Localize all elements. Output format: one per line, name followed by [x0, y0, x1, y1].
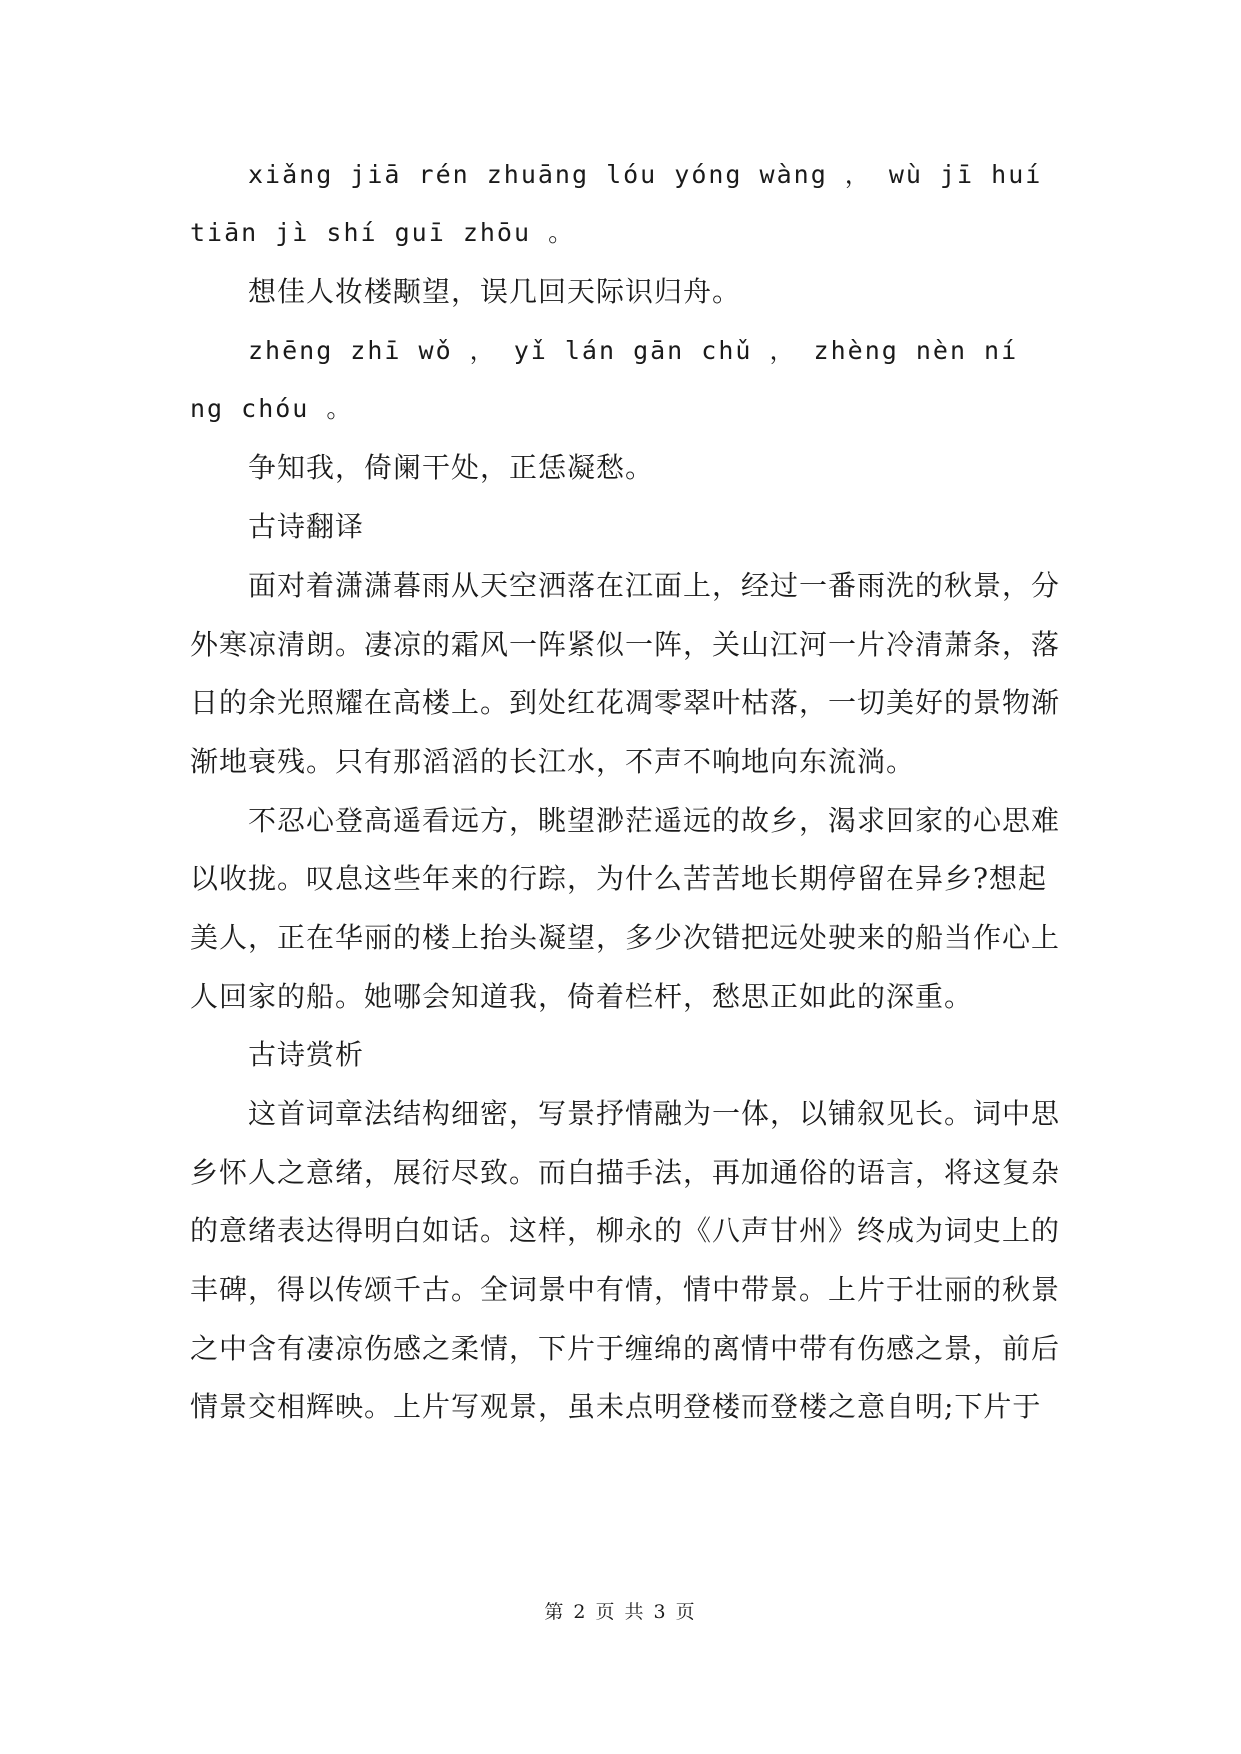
paragraph-line: 美人，正在华丽的楼上抬头凝望，多少次错把远处驶来的船当作心上 [190, 921, 1061, 954]
paragraph-line: 之中含有凄凉伤感之柔情，下片于缠绵的离情中带有伤感之景，前后 [190, 1332, 1061, 1365]
paragraph-line: 渐地衰残。只有那滔滔的长江水，不声不响地向东流淌。 [190, 745, 916, 778]
paragraph-line: 不忍心登高遥看远方，眺望渺茫遥远的故乡，渴求回家的心思难 [248, 804, 1061, 837]
pinyin-line: tiān jì shí guī zhōu 。 [190, 218, 576, 247]
paragraph-line: 这首词章法结构细密，写景抒情融为一体，以铺叙见长。词中思 [248, 1097, 1061, 1130]
pinyin-line: xiǎng jiā rén zhuāng lóu yóng wàng ， wù jī huí [248, 160, 1043, 189]
pinyin-line: zhēng zhī wǒ ， yǐ lán gān chǔ ， zhèng nèn ní [248, 336, 1019, 365]
pinyin-line: ng chóu 。 [190, 394, 354, 423]
paragraph-line: 面对着潇潇暮雨从天空洒落在江面上，经过一番雨洗的秋景，分 [248, 569, 1061, 602]
paragraph-line: 的意绪表达得明白如话。这样，柳永的《八声甘州》终成为词史上的 [190, 1214, 1061, 1247]
poem-line: 想佳人妆楼颙望，误几回天际识归舟。 [248, 275, 742, 308]
paragraph-line: 乡怀人之意绪，展衍尽致。而白描手法，再加通俗的语言，将这复杂 [190, 1156, 1061, 1189]
paragraph-line: 情景交相辉映。上片写观景，虽未点明登楼而登楼之意自明;下片于 [190, 1390, 1042, 1423]
paragraph-line: 外寒凉清朗。凄凉的霜风一阵紧似一阵，关山江河一片冷清萧条，落 [190, 628, 1061, 661]
page-footer: 第 2 页 共 3 页 [544, 1601, 697, 1623]
paragraph-line: 日的余光照耀在高楼上。到处红花凋零翠叶枯落，一切美好的景物渐 [190, 686, 1061, 719]
section-heading-translation: 古诗翻译 [248, 510, 365, 543]
poem-line: 争知我，倚阑干处，正恁凝愁。 [248, 451, 655, 484]
paragraph-line: 人回家的船。她哪会知道我，倚着栏杆，愁思正如此的深重。 [190, 980, 974, 1013]
paragraph-line: 丰碑，得以传颂千古。全词景中有情，情中带景。上片于壮丽的秋景 [190, 1273, 1061, 1306]
paragraph-line: 以收拢。叹息这些年来的行踪，为什么苦苦地长期停留在异乡?想起 [190, 862, 1048, 895]
section-heading-appreciation: 古诗赏析 [248, 1038, 365, 1071]
